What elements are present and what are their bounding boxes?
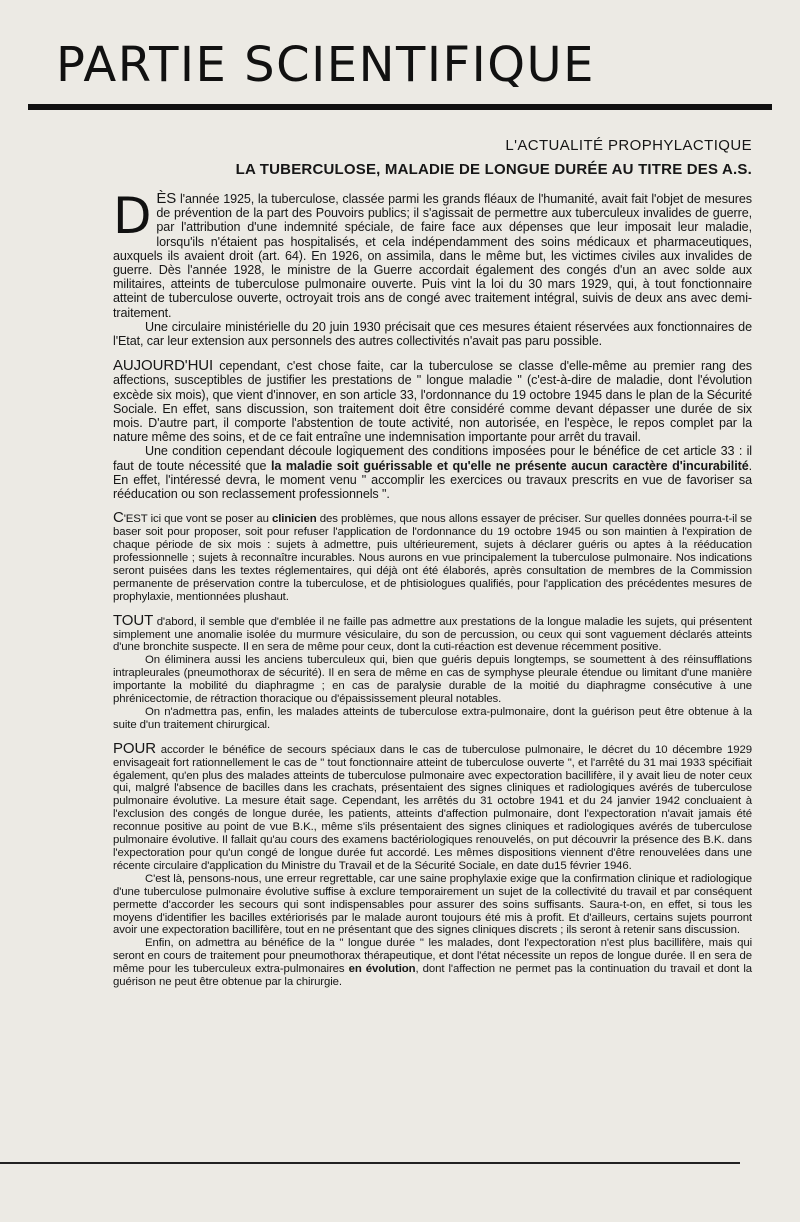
- paragraph-group-2: [113, 359, 752, 501]
- section-label: L'ACTUALITÉ PROPHYLACTIQUE: [505, 137, 752, 154]
- paragraph: On n'admettra pas, enfin, les malades atteints de tuberculose extra-pulmonaire, dont la guérison peut être obtenue à la suite d'un traitement chirurgical.: [113, 705, 752, 731]
- paragraph-text: accorder le bénéfice de secours spéciaux dans le cas de tuberculose pulmonaire, le décret du 10 décembre 1929 envisageait fort rationnellement le cas de " tout fonctionnaire atteint de tuberculose ouverte ", et l'arrêté du 31 mai 1933 spécifiait également, qu'en plus des malades atteints de tuberculose pulmonaire avec expectoration bacillifère, il y avait lieu de noter ceux qui, malgré l'absence de bacilles dans les crachats, présentaient des signes cliniques et radiologiques avérés de tuberculose pulmonaire évolutive. La mesure était sage. Cependant, les arrêtés du 31 octobre 1941 et du 24 janvier 1942 concluaient à l'exclusion des congés de longue durée, les patients, atteints d'affection pulmonaire, dont l'expectoration n'avait jamais été reconnue positive au point de vue B.K., même s'ils présentaient des signes cliniques et radiologiques avérés de tuberculose pulmonaire évolutive. Il fallait qu'au cours des examens bactériologiques renouvelés, on put découvrir la présence des B.K. dans l'expectoration pour qu'un congé de longue durée fut accordé. Les mêmes dispositions viennent d'être renouvelées dans une récente circulaire d'application du Ministre du Travail et de la Sécurité Sociale, en date du15 février 1946.: [113, 743, 752, 872]
- paragraph-text: cependant, c'est chose faite, car la tuberculose se classe d'elle-même au premier rang des affections, susceptibles de justifier les prestations de " longue maladie " (c'est-à-dire de maladie, dont l'évolution excède six mois), que vient d'innover, en son article 33, l'ordonnance du 19 octobre 1945 dans le plan de la Sécurité Sociale. En effet, sans discussion, son traitement doit être considéré comme devant dépasser une durée de six mois. D'autre part, il comporte l'abstention de toute activité, non autorisée, en l'espèce, le repos complet par la nature même des soins, et de ce fait entraîne une indemnisation importante pour arrêt du travail.: [113, 359, 752, 445]
- paragraph: [113, 359, 752, 444]
- article-body: [113, 187, 753, 1000]
- lead-word: C: [113, 509, 124, 527]
- lead-word: ÈS: [156, 190, 177, 207]
- lead-word: AUJOURD'HUI: [113, 357, 214, 375]
- paragraph-group-3: [113, 509, 752, 603]
- paragraph-group-1: [113, 187, 752, 349]
- paragraph-text: d'abord, il semble que d'emblée il ne faille pas admettre aux prestations de la longue maladie les sujets, qui présentent simplement une anomalie isolée du murmure vésiculaire, du son de percussion, ou ceux qui sont vaguement déclarés atteints d'une bronchite suspecte. Il en sera de même pour ceux, dont la cuti-réaction est devenue récemment positive.: [113, 615, 752, 654]
- paragraph: [113, 187, 752, 320]
- paragraph-text: des problèmes, que nous allons essayer de préciser. Sur quelles données pourra-t-il se baser soit pour proposer, soit pour refuser l'application de l'ordonnance du 19 octobre 1945 ou son maintien à l'expiration de chaque période de six mois : sujets à admettre, puis ultérieurement, sujets à déclarer guéris ou aptes à la rééducation professionnelle ; sujets à reconnaître incurables. Nous aurons en vue principalement la tuberculose pulmonaire. Nos indications seront puisées dans les textes réglementaires, qui déjà ont été élaborés, après consultation de membres de la Commission permanente de préservation contre la tuberculose, et de phtisiologues qualifiés, pour l'application des précédentes mesures de prophylaxie, mentionnées plushaut.: [113, 513, 752, 603]
- emphasis-text: clinicien: [271, 513, 317, 526]
- paragraph: C'est là, pensons-nous, une erreur regrettable, car une saine prophylaxie exige que la confirmation clinique et radiologique d'une tuberculose pulmonaire évolutive suffise à exclure temporairement un sujet de la collectivité du travail et par conséquent permette d'accorder les secours qui sont indispensables pour assurer des soins suffisants. Saura-t-on, en effet, si tous les moyens d'identifier les bacilles extériorisés par le malade auront toujours été mis à profit. Et d'ailleurs, certains sujets pourront avoir une expectoration bacillifère, tout en ne présentant que des signes cliniques discrets ; ils seront à retenir sans discussion.: [113, 872, 752, 937]
- article-title: LA TUBERCULOSE, MALADIE DE LONGUE DURÉE AU TITRE DES A.S.: [235, 161, 752, 178]
- paragraph-group-5: [113, 739, 752, 989]
- paragraph-text: 'EST ici que vont se poser au: [123, 513, 272, 526]
- lead-word: TOUT: [113, 611, 154, 629]
- paragraph: [113, 611, 752, 655]
- title-divider: [28, 104, 772, 110]
- emphasis-text: la maladie soit guérissable et qu'elle ne présente aucun caractère d'incurabilité: [271, 458, 749, 473]
- paragraph-text: Une condition cependant découle logiquement des conditions imposées pour le bénéfice de cet article 33 : il faut de toute nécessité que: [113, 444, 752, 473]
- paragraph-text: l'année 1925, la tuberculose, classée parmi les grands fléaux de l'humanité, avait fait l'objet de mesures de prévention de la part des Pouvoirs publics; il s'agissait de permettre aux tuberculeux invalides de guerre, par l'attribution d'une indemnité spéciale, de faire face aux dépenses que leur imposait leur maladie, lorsqu'ils n'étaient pas hospitalisés, et cela indépendamment des soins médicaux et pharmaceutiques, auxquels ils avaient droit (art. 64). En 1926, on assimila, dans le même but, les victimes civiles aux invalides de guerre. Dès l'année 1928, le ministre de la Guerre accordait également des congés d'un an avec solde aux militaires, atteints de tuberculose pulmonaire ouverte. Puis vint la loi du 30 mars 1929, qui, à tout fonctionnaire atteint de tuberculose ouverte, octroyait trois ans de congé avec traitement intégral, suivis de deux ans avec demi-traitement.: [113, 192, 752, 320]
- page-title: PARTIE SCIENTIFIQUE: [56, 37, 595, 93]
- paragraph: [113, 509, 752, 603]
- paragraph-group-4: [113, 611, 752, 732]
- paragraph-text: , dont l'affection ne permet pas la continuation du travail et dont la guérison ne peut être obtenue par la chirurgie.: [113, 963, 752, 989]
- paragraph: Une circulaire ministérielle du 20 juin 1930 précisait que ces mesures étaient réservées aux fonctionnaires de l'Etat, car leur extension aux personnels des autres collectivités n'avait pas paru possible.: [113, 319, 752, 349]
- paragraph: [113, 444, 752, 501]
- paragraph: On éliminera aussi les anciens tuberculeux qui, bien que guéris depuis longtemps, se soumettent à des réinsufflations intrapleurales (pneumothorax de sécurité). Il en sera de même en cas de symphyse pleurale étendue ou limitant d'une manière importante la mobilité du diaphragme ; en cas de paralysie durable de la moitié du diaphragme consécutive à une phrénicectomie, de rétraction thoracique ou d'épaississement pleural notables.: [113, 654, 752, 706]
- lead-word: POUR: [113, 739, 156, 757]
- paragraph: [113, 937, 752, 989]
- emphasis-text: en évolution: [348, 963, 416, 976]
- drop-cap: D: [113, 187, 152, 245]
- bottom-divider: [0, 1162, 740, 1164]
- paragraph-text: . En effet, l'intéressé devra, le moment venu " accomplir les exercices ou travaux prescrits en vue de favoriser sa rééducation ou son reclassement professionnels ".: [113, 458, 753, 502]
- paragraph: [113, 739, 752, 873]
- paragraph-text: Enfin, on admettra au bénéfice de la " longue durée " les malades, dont l'expectoration n'est plus bacillifère, mais qui seront en cours de traitement pour pneumothorax thérapeutique, et dont l'état nécessite un repos de longue durée. Il en sera de même pour les tuberculeux extra-pulmonaires: [113, 937, 752, 976]
